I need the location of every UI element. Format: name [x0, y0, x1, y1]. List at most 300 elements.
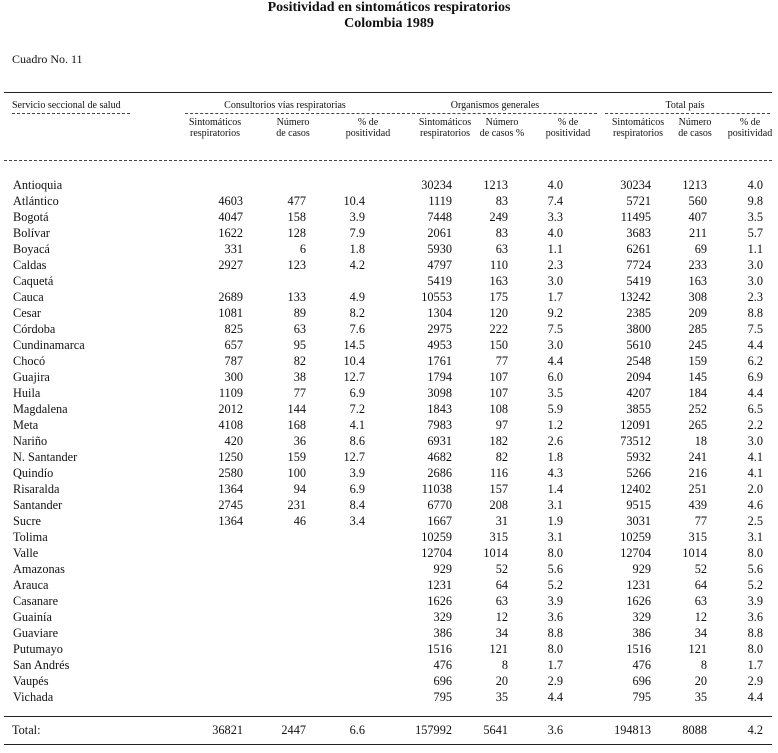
dept-name: Chocó — [13, 354, 46, 368]
header-g3-num: Número de casos — [678, 117, 712, 139]
table-cell: 8.8 — [547, 626, 563, 640]
table-cell: 825 — [224, 322, 243, 336]
dept-name: Risaralda — [13, 482, 60, 496]
table-cell: 1213 — [682, 178, 707, 192]
table-cell: 3.6 — [747, 610, 763, 624]
table-cell: 8.0 — [747, 642, 763, 656]
table-cell: 1843 — [427, 402, 452, 416]
table-cell: 5266 — [626, 466, 651, 480]
table-row — [0, 289, 778, 305]
table-cell: 308 — [688, 290, 707, 304]
table-cell: 20 — [694, 674, 707, 688]
table-cell: 4797 — [427, 258, 452, 272]
table-cell: 1.8 — [547, 450, 563, 464]
dept-name: Cesar — [13, 306, 41, 320]
dept-name: Arauca — [13, 578, 49, 592]
table-cell: 116 — [490, 466, 508, 480]
table-cell: 9.8 — [747, 194, 763, 208]
table-cell: 231 — [287, 498, 306, 512]
dept-name: Antioquia — [13, 178, 63, 192]
table-cell: 163 — [688, 274, 707, 288]
table-cell: 4953 — [427, 338, 452, 352]
table-cell: 110 — [490, 258, 508, 272]
table-cell: 69 — [694, 242, 707, 256]
table-cell: 11038 — [421, 482, 452, 496]
table-cell: 95 — [293, 338, 306, 352]
table-cell: 3.4 — [349, 514, 365, 528]
table-cell: 4.6 — [747, 498, 763, 512]
table-cell: 12704 — [421, 546, 452, 560]
table-cell: 11495 — [620, 210, 651, 224]
table-cell: 420 — [224, 434, 243, 448]
table-cell: 1213 — [483, 178, 508, 192]
table-row — [0, 529, 778, 545]
table-cell: 7983 — [427, 418, 452, 432]
table-row — [0, 257, 778, 273]
table-cell: 8.8 — [747, 306, 763, 320]
table-body — [0, 177, 778, 705]
dept-name: Córdoba — [13, 322, 56, 336]
table-row — [0, 401, 778, 417]
total-cell: 3.6 — [547, 723, 563, 737]
table-cell: 5721 — [626, 194, 651, 208]
table-cell: 10.4 — [343, 354, 365, 368]
table-cell: 7.5 — [547, 322, 563, 336]
table-cell: 2.9 — [547, 674, 563, 688]
table-cell: 63 — [694, 594, 707, 608]
table-cell: 1014 — [682, 546, 707, 560]
table-cell: 2012 — [218, 402, 243, 416]
header-g1-num: Número de casos — [276, 117, 310, 139]
table-cell: 107 — [489, 370, 508, 384]
table-title: Positividad en sintomáticos respiratorios — [267, 0, 511, 15]
table-cell: 3.0 — [747, 434, 763, 448]
table-cell: 7.9 — [349, 226, 365, 240]
header-g1-pct: % de positividad — [345, 117, 391, 139]
table-cell: 157 — [489, 482, 508, 496]
table-cell: 3.1 — [747, 530, 763, 544]
table-cell: 386 — [632, 626, 651, 640]
table-cell: 3.0 — [547, 338, 563, 352]
table-cell: 233 — [688, 258, 707, 272]
table-cell: 168 — [287, 418, 306, 432]
table-cell: 386 — [433, 626, 452, 640]
table-cell: 4.0 — [547, 226, 563, 240]
total-cell: 4.2 — [747, 723, 763, 737]
table-cell: 38 — [293, 370, 306, 384]
dept-name: Cundinamarca — [13, 338, 85, 352]
dept-name: Caquetá — [13, 274, 54, 288]
table-cell: 120 — [489, 306, 508, 320]
table-cell: 696 — [632, 674, 651, 688]
table-cell: 1364 — [218, 482, 243, 496]
dept-name: Sucre — [13, 514, 41, 528]
header-servicio: Servicio seccional de salud — [12, 100, 121, 111]
table-cell: 13242 — [620, 290, 651, 304]
table-cell: 795 — [632, 690, 651, 704]
dept-name: N. Santander — [13, 450, 78, 464]
table-row — [0, 433, 778, 449]
table-cell: 1626 — [626, 594, 651, 608]
table-cell: 3.9 — [349, 466, 365, 480]
table-cell: 3.9 — [349, 210, 365, 224]
table-cell: 1231 — [626, 578, 651, 592]
dept-name: Vichada — [13, 690, 54, 704]
dept-name: San Andrés — [13, 658, 70, 672]
table-cell: 2.3 — [547, 258, 563, 272]
table-cell: 3.0 — [547, 274, 563, 288]
table-cell: 36 — [293, 434, 306, 448]
table-cell: 329 — [632, 610, 651, 624]
header-group-organismos: Organismos generales — [450, 100, 540, 111]
table-cell: 83 — [495, 194, 508, 208]
table-cell: 10259 — [620, 530, 651, 544]
table-cell: 7.5 — [747, 322, 763, 336]
total-cell: 5641 — [483, 723, 508, 737]
table-cell: 439 — [688, 498, 707, 512]
table-cell: 1109 — [218, 386, 243, 400]
table-cell: 3.0 — [747, 274, 763, 288]
table-cell: 209 — [688, 306, 707, 320]
table-cell: 8.8 — [747, 626, 763, 640]
table-cell: 4.0 — [747, 178, 763, 192]
table-cell: 476 — [632, 658, 651, 672]
table-row — [0, 561, 778, 577]
table-cell: 2745 — [218, 498, 243, 512]
table-cell: 83 — [495, 226, 508, 240]
header-g2-pct: % de positividad — [545, 117, 591, 139]
dept-name: Valle — [13, 546, 39, 560]
table-cell: 145 — [688, 370, 707, 384]
table-cell: 8 — [501, 658, 508, 672]
table-cell: 34 — [495, 626, 508, 640]
table-cell: 929 — [632, 562, 651, 576]
dept-name: Huila — [13, 386, 41, 400]
table-cell: 3.6 — [547, 610, 563, 624]
header-g1-sint: Sintomáticos respiratorios — [188, 117, 242, 139]
table-cell: 4.4 — [547, 690, 563, 704]
table-cell: 1.7 — [547, 290, 563, 304]
dept-name: Guajira — [13, 370, 50, 384]
table-cell: 5.2 — [747, 578, 763, 592]
table-row — [0, 385, 778, 401]
table-cell: 241 — [688, 450, 707, 464]
table-cell: 18 — [694, 434, 707, 448]
table-row — [0, 353, 778, 369]
top-rule — [4, 92, 772, 93]
table-cell: 30234 — [620, 178, 651, 192]
table-cell: 3.5 — [547, 386, 563, 400]
table-cell: 1516 — [626, 642, 651, 656]
table-row — [0, 689, 778, 705]
header-underline-total — [605, 113, 770, 114]
table-cell: 315 — [688, 530, 707, 544]
total-cell: 8088 — [682, 723, 707, 737]
table-cell: 4.9 — [349, 290, 365, 304]
table-cell: 477 — [287, 194, 306, 208]
table-cell: 182 — [489, 434, 508, 448]
table-cell: 657 — [224, 338, 243, 352]
table-cell: 63 — [495, 594, 508, 608]
table-cell: 8.2 — [349, 306, 365, 320]
total-cell: 194813 — [614, 723, 651, 737]
table-cell: 5.6 — [547, 562, 563, 576]
table-row — [0, 545, 778, 561]
table-cell: 929 — [433, 562, 452, 576]
table-cell: 2975 — [427, 322, 452, 336]
table-cell: 4.1 — [349, 418, 365, 432]
table-row — [0, 273, 778, 289]
table-cell: 7.4 — [547, 194, 563, 208]
table-cell: 329 — [433, 610, 452, 624]
table-cell: 63 — [495, 242, 508, 256]
table-cell: 12.7 — [343, 370, 365, 384]
table-cell: 52 — [495, 562, 508, 576]
table-cell: 4.4 — [747, 386, 763, 400]
table-cell: 7448 — [427, 210, 452, 224]
table-cell: 6.2 — [747, 354, 763, 368]
table-row — [0, 609, 778, 625]
header-g2-sint: Sintomáticos respiratorios — [418, 117, 472, 139]
table-cell: 1516 — [427, 642, 452, 656]
table-cell: 787 — [224, 354, 243, 368]
table-cell: 245 — [688, 338, 707, 352]
table-cell: 1622 — [218, 226, 243, 240]
table-cell: 73512 — [620, 434, 651, 448]
table-cell: 560 — [688, 194, 707, 208]
table-cell: 6.9 — [349, 386, 365, 400]
table-cell: 30234 — [421, 178, 452, 192]
table-cell: 2.0 — [747, 482, 763, 496]
table-cell: 6.9 — [349, 482, 365, 496]
dept-name: Putumayo — [13, 642, 63, 656]
table-cell: 251 — [688, 482, 707, 496]
table-cell: 1304 — [427, 306, 452, 320]
header-bottom-rule — [4, 160, 772, 161]
table-cell: 121 — [489, 642, 508, 656]
table-cell: 175 — [489, 290, 508, 304]
header-underline-servicio — [12, 113, 130, 114]
table-cell: 2.5 — [747, 514, 763, 528]
table-cell: 4.2 — [349, 258, 365, 272]
table-cell: 265 — [688, 418, 707, 432]
total-cell: 36821 — [212, 723, 243, 737]
table-cell: 3800 — [626, 322, 651, 336]
table-row — [0, 625, 778, 641]
dept-name: Santander — [13, 498, 63, 512]
table-cell: 1231 — [427, 578, 452, 592]
table-cell: 52 — [694, 562, 707, 576]
table-cell: 34 — [694, 626, 707, 640]
table-cell: 35 — [694, 690, 707, 704]
table-cell: 407 — [688, 210, 707, 224]
table-cell: 163 — [489, 274, 508, 288]
header-g3-sint: Sintomáticos respiratorios — [611, 117, 665, 139]
table-cell: 696 — [433, 674, 452, 688]
table-cell: 64 — [495, 578, 508, 592]
table-cell: 3.0 — [747, 258, 763, 272]
header-g3-pct: % de positividad — [727, 117, 773, 139]
table-row — [0, 481, 778, 497]
header-group-consultorios: Consultorios vías respiratorias — [224, 100, 346, 111]
table-cell: 211 — [689, 226, 707, 240]
table-cell: 184 — [688, 386, 707, 400]
table-cell: 2689 — [218, 290, 243, 304]
table-cell: 12.7 — [343, 450, 365, 464]
table-cell: 252 — [688, 402, 707, 416]
table-cell: 6261 — [626, 242, 651, 256]
table-cell: 285 — [688, 322, 707, 336]
table-cell: 315 — [489, 530, 508, 544]
total-row — [0, 722, 778, 738]
table-cell: 1119 — [428, 194, 452, 208]
table-cell: 1626 — [427, 594, 452, 608]
table-cell: 216 — [688, 466, 707, 480]
table-label: Cuadro No. 11 — [12, 52, 83, 66]
table-cell: 4.1 — [747, 466, 763, 480]
table-cell: 2061 — [427, 226, 452, 240]
table-cell: 12 — [694, 610, 707, 624]
table-cell: 2.6 — [547, 434, 563, 448]
table-row — [0, 321, 778, 337]
header-g2-num: Número de casos % — [479, 117, 525, 139]
table-cell: 20 — [495, 674, 508, 688]
dept-name: Cauca — [13, 290, 44, 304]
dept-name: Magdalena — [13, 402, 68, 416]
table-row — [0, 449, 778, 465]
table-cell: 1.7 — [747, 658, 763, 672]
table-cell: 4047 — [218, 210, 243, 224]
table-row — [0, 241, 778, 257]
table-cell: 3.1 — [547, 530, 563, 544]
table-cell: 8.4 — [349, 498, 365, 512]
table-cell: 1667 — [427, 514, 452, 528]
table-row — [0, 337, 778, 353]
table-cell: 6931 — [427, 434, 452, 448]
table-cell: 3855 — [626, 402, 651, 416]
table-cell: 3.1 — [547, 498, 563, 512]
table-cell: 795 — [433, 690, 452, 704]
table-cell: 6.0 — [547, 370, 563, 384]
table-cell: 1761 — [427, 354, 452, 368]
table-cell: 128 — [287, 226, 306, 240]
table-cell: 1.1 — [747, 242, 763, 256]
table-cell: 5419 — [626, 274, 651, 288]
table-cell: 6.5 — [747, 402, 763, 416]
table-cell: 9.2 — [547, 306, 563, 320]
total-cell: 2447 — [281, 723, 306, 737]
dept-name: Caldas — [13, 258, 47, 272]
dept-name: Vaupés — [13, 674, 49, 688]
table-cell: 5.2 — [547, 578, 563, 592]
table-cell: 108 — [489, 402, 508, 416]
total-cell: 157992 — [415, 723, 452, 737]
table-cell: 7724 — [626, 258, 651, 272]
table-row — [0, 641, 778, 657]
table-cell: 6.9 — [747, 370, 763, 384]
table-cell: 249 — [489, 210, 508, 224]
table-cell: 158 — [287, 210, 306, 224]
table-cell: 8.0 — [547, 642, 563, 656]
table-cell: 133 — [287, 290, 306, 304]
dept-name: Tolima — [13, 530, 48, 544]
header-underline-organismos — [412, 113, 597, 114]
table-cell: 123 — [287, 258, 306, 272]
dept-name: Guainía — [13, 610, 52, 624]
table-cell: 4682 — [427, 450, 452, 464]
table-row — [0, 497, 778, 513]
table-cell: 1014 — [483, 546, 508, 560]
table-cell: 331 — [224, 242, 243, 256]
table-row — [0, 657, 778, 673]
table-cell: 10553 — [421, 290, 452, 304]
table-cell: 3683 — [626, 226, 651, 240]
bottom-rule — [4, 744, 772, 745]
table-cell: 63 — [293, 322, 306, 336]
table-cell: 1364 — [218, 514, 243, 528]
table-cell: 144 — [287, 402, 306, 416]
table-cell: 8 — [700, 658, 707, 672]
table-cell: 3031 — [626, 514, 651, 528]
table-cell: 12402 — [620, 482, 651, 496]
table-cell: 5932 — [626, 450, 651, 464]
table-cell: 12091 — [620, 418, 651, 432]
table-cell: 5.6 — [747, 562, 763, 576]
table-cell: 300 — [224, 370, 243, 384]
table-cell: 222 — [489, 322, 508, 336]
table-cell: 5419 — [427, 274, 452, 288]
table-cell: 46 — [293, 514, 306, 528]
table-cell: 77 — [495, 354, 508, 368]
table-row — [0, 417, 778, 433]
table-cell: 6770 — [427, 498, 452, 512]
table-cell: 4.3 — [547, 466, 563, 480]
table-row — [0, 305, 778, 321]
table-cell: 159 — [287, 450, 306, 464]
table-row — [0, 177, 778, 193]
total-cell: 6.6 — [349, 723, 365, 737]
table-cell: 1.9 — [547, 514, 563, 528]
table-cell: 2927 — [218, 258, 243, 272]
table-cell: 1.7 — [547, 658, 563, 672]
table-row — [0, 369, 778, 385]
dept-name: Nariño — [13, 434, 48, 448]
dept-name: Amazonas — [13, 562, 65, 576]
table-cell: 2.2 — [747, 418, 763, 432]
table-cell: 10259 — [421, 530, 452, 544]
table-cell: 31 — [495, 514, 508, 528]
table-cell: 2385 — [626, 306, 651, 320]
table-cell: 1.2 — [547, 418, 563, 432]
table-cell: 1794 — [427, 370, 452, 384]
table-cell: 12 — [495, 610, 508, 624]
dept-name: Guaviare — [13, 626, 59, 640]
table-cell: 35 — [495, 690, 508, 704]
table-cell: 8.0 — [747, 546, 763, 560]
table-cell: 3.9 — [547, 594, 563, 608]
table-cell: 1250 — [218, 450, 243, 464]
table-cell: 1.4 — [547, 482, 563, 496]
table-row — [0, 225, 778, 241]
table-cell: 82 — [293, 354, 306, 368]
table-cell: 64 — [694, 578, 707, 592]
table-cell: 4603 — [218, 194, 243, 208]
table-cell: 4.4 — [747, 338, 763, 352]
table-cell: 7.6 — [349, 322, 365, 336]
table-cell: 77 — [293, 386, 306, 400]
table-cell: 107 — [489, 386, 508, 400]
table-cell: 5.9 — [547, 402, 563, 416]
